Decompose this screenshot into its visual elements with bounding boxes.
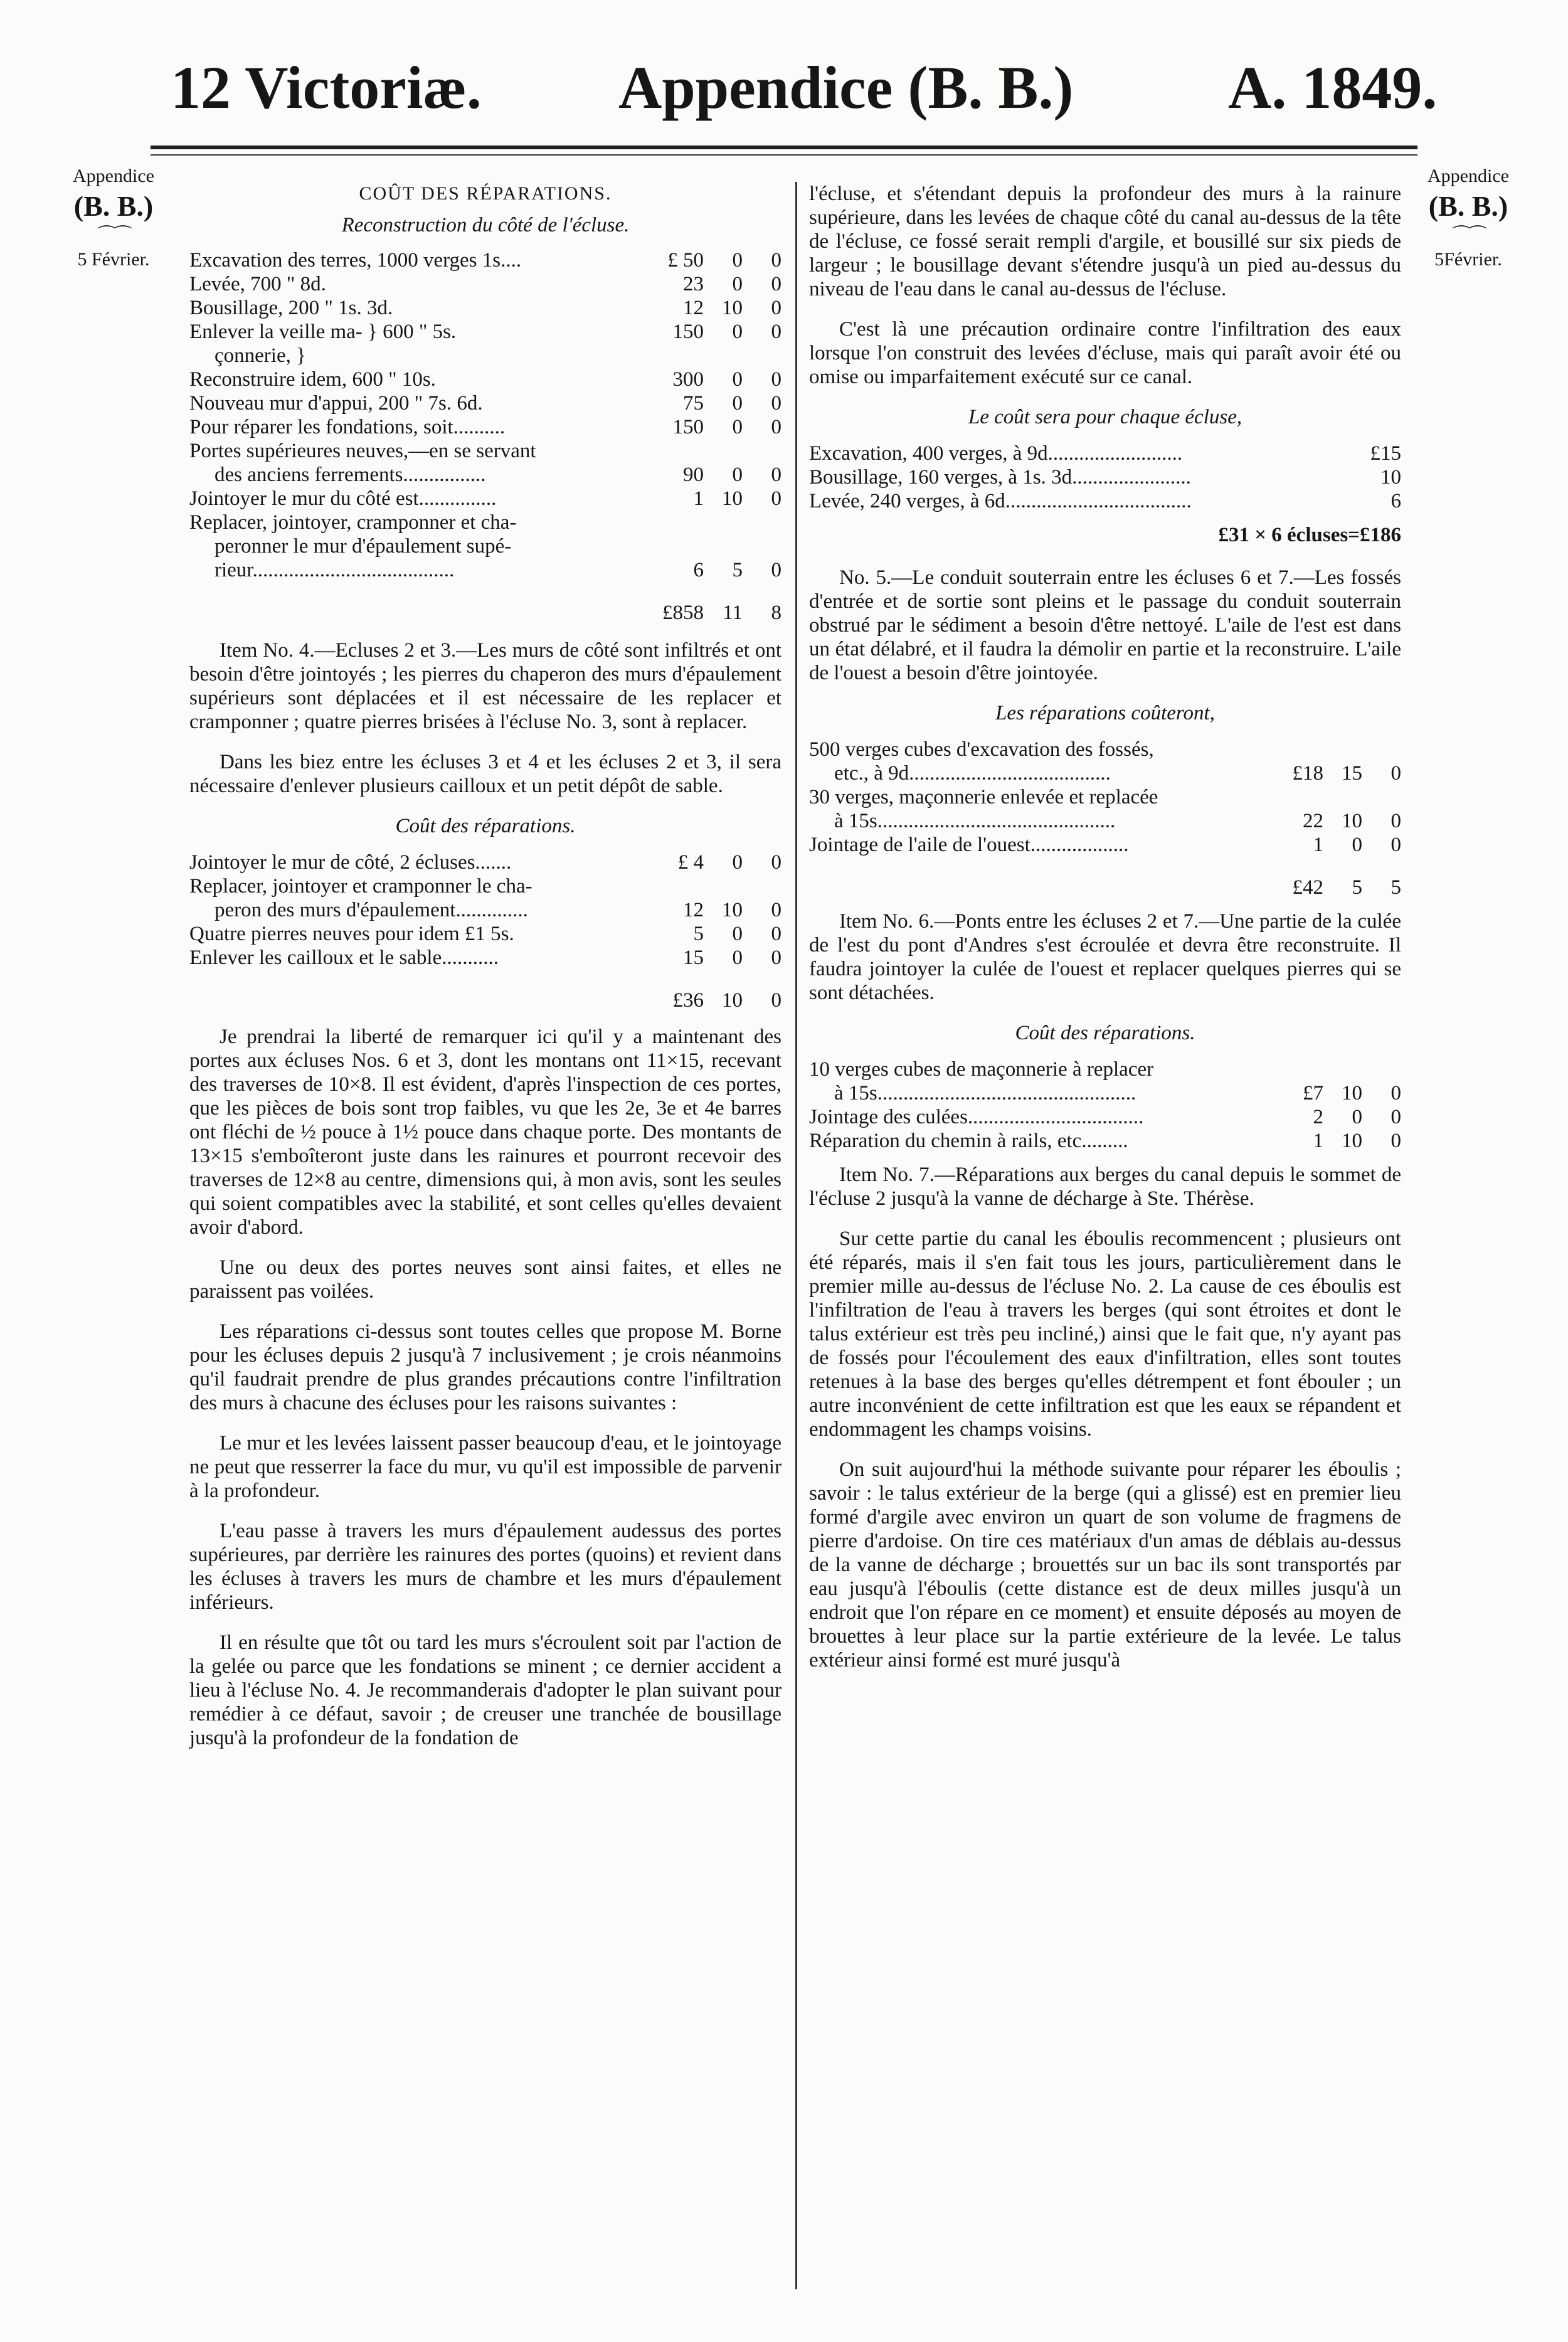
paragraph: Le mur et les levées laissent passer beaucoup d'eau, et le jointoyage ne peut que resserrer la face du mur, vu qu'il est impossible de parvenir à la profondeur. xyxy=(189,1432,781,1502)
row-amount-c1: 12 xyxy=(683,297,704,319)
row-label: Nouveau mur d'appui, 200 " 7s. 6d. xyxy=(189,392,483,415)
row-amount-c2: 0 xyxy=(732,321,743,343)
table-row xyxy=(809,1081,1401,1105)
row-amount-c3 xyxy=(743,534,781,558)
total-pounds: £858 xyxy=(662,601,704,624)
row-amount-c3: 0 xyxy=(771,273,781,295)
row-amount-c2 xyxy=(1323,785,1362,809)
table-row xyxy=(809,489,1401,513)
row-label: Bousillage, 160 verges, à 1s. 3d....................... xyxy=(809,466,1191,489)
row-amount-c2: 0 xyxy=(732,249,743,272)
paragraph: L'eau passe à travers les murs d'épaulement audessus des portes supérieures, par derrière les rainures des portes (quoins) et revient dans les écluses à travers les murs de chambre et les murs d'épaulement inférieurs. xyxy=(189,1520,781,1614)
row-amount-c2: 0 xyxy=(732,392,743,415)
row-amount-c2: 0 xyxy=(732,464,743,486)
row-label: çonnerie, } xyxy=(215,344,306,367)
total-shillings: 10 xyxy=(722,989,743,1012)
section-subtitle: Les réparations coûteront, xyxy=(995,702,1215,724)
row-label: Enlever la veille ma- } 600 " 5s. xyxy=(189,321,457,343)
row-amount-c1 xyxy=(628,344,704,368)
row-amount-c2: 10 xyxy=(722,487,743,510)
cost-table-per-ecluse xyxy=(809,442,1401,513)
row-amount-c2: 10 xyxy=(722,297,743,319)
row-amount-c1: 75 xyxy=(683,392,704,415)
header-rule-thick xyxy=(151,146,1417,149)
table-row xyxy=(189,874,781,898)
row-amount-c2: 10 xyxy=(1342,810,1362,832)
row-label: 30 verges, maçonnerie enlevée et replacée xyxy=(809,786,1158,808)
row-label: Jointoyer le mur du côté est............... xyxy=(189,487,497,510)
paragraph: C'est là une précaution ordinaire contre l'infiltration des eaux lorsque l'on construit des levées d'écluse, mais qui paraît avoir été ou omise ou imparfaitement exécuté sur ce canal. xyxy=(809,318,1401,388)
paragraph: Dans les biez entre les écluses 3 et 4 et les écluses 2 et 3, il sera nécessaire d'enlever plusieurs cailloux et un petit dépôt de sable. xyxy=(189,751,781,797)
total-shillings: 11 xyxy=(723,601,743,624)
cost-table-conduit xyxy=(809,738,1401,857)
paragraph: l'écluse, et s'étendant depuis la profondeur des murs à la rainure supérieure, dans les levées de chaque côté du canal au-dessus de la tête de l'écluse, ce fossé serait rempli d'argile, et bousillé sur six pieds de largeur ; le bousillage devant s'étendre jusqu'à un pied au-dessus du niveau de l'eau dans le canal au-dessus de l'écluse. xyxy=(809,183,1401,300)
table-row xyxy=(189,248,781,272)
table-row xyxy=(189,898,781,922)
row-amount-c2: 0 xyxy=(732,416,743,438)
table-row xyxy=(809,738,1401,761)
table-row xyxy=(189,534,781,558)
total-row xyxy=(809,866,1401,899)
row-label: 10 verges cubes de maçonnerie à replacer xyxy=(809,1058,1154,1081)
margin-appendice-label: Appendice xyxy=(73,166,154,186)
section-subtitle: Reconstruction du côté de l'écluse. xyxy=(341,214,630,236)
row-label: Excavation des terres, 1000 verges 1s.... xyxy=(189,249,522,272)
row-amount-c1: 22 xyxy=(1303,810,1323,832)
row-amount-c1: 90 xyxy=(683,464,704,486)
row-amount-c3: 0 xyxy=(1391,1130,1401,1152)
margin-note-right xyxy=(1415,164,1522,271)
row-label: à 15s.................................................. xyxy=(834,1082,1136,1105)
row-label: Jointage des culées.................................. xyxy=(809,1106,1144,1128)
row-label: Bousillage, 200 " 1s. 3d. xyxy=(189,297,393,319)
total-line: £31 × 6 écluses=£186 xyxy=(1218,524,1401,546)
row-amount-c1: £7 xyxy=(1303,1082,1323,1105)
row-amount-c3 xyxy=(743,511,781,534)
row-amount-c3: 0 xyxy=(771,392,781,415)
row-amount-c2: 0 xyxy=(1352,834,1362,856)
row-amount-c3: 0 xyxy=(771,416,781,438)
row-amount-c1: £ 4 xyxy=(677,851,704,874)
cost-table-ecluses-2-3 xyxy=(189,850,781,970)
row-label: Pour réparer les fondations, soit.......... xyxy=(189,416,506,438)
row-amount-c1: 23 xyxy=(683,273,704,295)
total-pence: 5 xyxy=(1391,876,1401,899)
table-row xyxy=(809,1105,1401,1129)
table-row xyxy=(189,463,781,487)
table-row xyxy=(809,761,1401,785)
margin-date: 5 Février. xyxy=(77,248,150,270)
row-amount-c1: 300 xyxy=(672,368,704,391)
table-row xyxy=(189,850,781,874)
table-row xyxy=(189,272,781,296)
total-pounds: £36 xyxy=(672,989,704,1012)
row-label: Enlever les cailloux et le sable........... xyxy=(189,946,499,969)
paragraph: No. 5.—Le conduit souterrain entre les écluses 6 et 7.—Les fossés d'entrée et de sortie sont pleins et le passage du conduit souterrain obstrué par le sédiment a besoin d'être nettoyé. L'aile de l'est est dans un état délabré, et il faudra la démolir en partie et la reconstruire. L'aile de l'ouest a besoin d'être jointoyée. xyxy=(809,566,1401,684)
row-amount-c3: 0 xyxy=(771,946,781,969)
row-amount-c1: £ 50 xyxy=(667,249,704,272)
paragraph: Sur cette partie du canal les éboulis recommencent ; plusieurs ont été réparés, mais il s'en fait tous les jours, particulièrement dans le premier mille au-dessus de l'écluse No. 2. La cause de ces éboulis est l'infiltration de l'eau à travers les berges (qui sont étroites et dont le talus extérieur est très peu incliné,) ainsi que le fait que, n'y ayant pas de fossés pour l'écoulement des eaux d'infiltration, elles sont toutes retenues à la base des berges qu'elles détrempent et font ébouler ; un autre inconvénient de cette infiltration est que les eaux se répandent et endommagent les champs voisins. xyxy=(809,1227,1401,1441)
row-amount-c1: 6 xyxy=(1391,490,1401,512)
table-row xyxy=(809,833,1401,857)
left-column xyxy=(189,182,781,1766)
row-amount-c3: 0 xyxy=(1391,1082,1401,1105)
row-amount-c1 xyxy=(628,439,704,463)
row-amount-c2: 10 xyxy=(1342,1082,1362,1105)
row-amount-c2: 0 xyxy=(732,946,743,969)
row-amount-c3: 0 xyxy=(1391,834,1401,856)
table-row xyxy=(809,442,1401,465)
row-label: des anciens ferrements................ xyxy=(215,464,486,486)
row-amount-c3: 0 xyxy=(1391,762,1401,785)
margin-date: 5Février. xyxy=(1434,248,1502,270)
row-amount-c1: 150 xyxy=(672,321,704,343)
row-label: Jointoyer le mur de côté, 2 écluses....... xyxy=(189,851,512,874)
table-row xyxy=(189,320,781,344)
paragraph: Item No. 7.—Réparations aux berges du canal depuis le sommet de l'écluse 2 jusqu'à la vanne de décharge à Ste. Thérèse. xyxy=(809,1163,1401,1210)
row-amount-c3 xyxy=(743,439,781,463)
row-amount-c3: 0 xyxy=(771,487,781,510)
row-label: Replacer, jointoyer, cramponner et cha- xyxy=(189,511,517,534)
row-label: etc., à 9d....................................... xyxy=(834,762,1111,785)
total-pence: 8 xyxy=(771,601,781,624)
total-shillings: 5 xyxy=(1352,876,1362,899)
row-label: 500 verges cubes d'excavation des fossés, xyxy=(809,738,1154,761)
row-amount-c2: 0 xyxy=(732,273,743,295)
row-amount-c2 xyxy=(1323,738,1362,761)
row-amount-c1: 12 xyxy=(683,899,704,921)
paragraph: Il en résulte que tôt ou tard les murs s'écroulent soit par l'action de la gelée ou parce que les fondations se minent ; ce dernier accident a lieu à l'écluse No. 4. Je recommanderais d'adopter le plan suivant pour remédier à ce défaut, savoir ; de creuser une tranchée de bousillage jusqu'à la profondeur de la fondation de xyxy=(189,1631,781,1749)
margin-code: (B. B.) xyxy=(73,189,154,222)
total-row xyxy=(189,978,781,1012)
row-amount-c3: 0 xyxy=(771,851,781,874)
row-label: Réparation du chemin à rails, etc......... xyxy=(809,1130,1128,1152)
row-amount-c3 xyxy=(1362,785,1401,809)
margin-note-left xyxy=(60,164,167,271)
row-amount-c3: 0 xyxy=(771,923,781,945)
row-amount-c3: 0 xyxy=(1391,1106,1401,1128)
row-amount-c3: 0 xyxy=(771,249,781,272)
row-label: Portes supérieures neuves,—en se servant xyxy=(189,440,536,462)
row-amount-c2 xyxy=(704,534,743,558)
row-label: Excavation, 400 verges, à 9d.......................... xyxy=(809,442,1183,465)
margin-brace: ⌒⌒ xyxy=(1452,225,1485,246)
row-amount-c2: 5 xyxy=(732,559,743,581)
row-amount-c2 xyxy=(704,874,743,898)
row-amount-c3 xyxy=(743,874,781,898)
margin-code: (B. B.) xyxy=(1428,189,1508,222)
row-amount-c2: 15 xyxy=(1342,762,1362,785)
row-amount-c1: 10 xyxy=(1380,466,1401,489)
row-amount-c1: 1 xyxy=(1313,834,1323,856)
row-amount-c1 xyxy=(1248,785,1323,809)
row-amount-c2: 0 xyxy=(732,368,743,391)
row-amount-c3: 0 xyxy=(771,321,781,343)
row-amount-c2 xyxy=(1323,1057,1362,1081)
row-amount-c1: 6 xyxy=(693,559,704,581)
total-row xyxy=(189,591,781,625)
header-rule-thin xyxy=(151,154,1417,156)
paragraph: Item No. 4.—Ecluses 2 et 3.—Les murs de côté sont infiltrés et ont besoin d'être jointoyés ; les pierres du chaperon des murs d'épaulement supérieurs sont déplacées et il est nécessaire de les replacer et cramponner ; quatre pierres brisées à l'écluse No. 3, sont à replacer. xyxy=(189,639,781,733)
row-amount-c1 xyxy=(1248,738,1323,761)
row-amount-c1: 5 xyxy=(693,923,704,945)
table-row xyxy=(189,415,781,439)
row-amount-c3: 0 xyxy=(771,297,781,319)
header-left: 12 Victoriæ. xyxy=(171,54,482,121)
table-row xyxy=(189,368,781,391)
margin-appendice-label: Appendice xyxy=(1428,166,1509,186)
total-pence: 0 xyxy=(771,989,781,1012)
row-label: peron des murs d'épaulement.............. xyxy=(215,899,528,921)
row-amount-c1 xyxy=(628,874,704,898)
section-title: COÛT DES RÉPARATIONS. xyxy=(359,183,612,204)
row-amount-c2: 10 xyxy=(1342,1130,1362,1152)
row-amount-c1: 2 xyxy=(1313,1106,1323,1128)
row-amount-c2: 0 xyxy=(732,851,743,874)
section-subtitle: Coût des réparations. xyxy=(1015,1022,1195,1044)
row-amount-c1: 1 xyxy=(693,487,704,510)
paragraph: Item No. 6.—Ponts entre les écluses 2 et 7.—Une partie de la culée de l'est du pont d'Andres s'est écroulée et devra être reconstruite. Il faudra jointoyer la culée de l'ouest et replacer quelques pierres qui se sont détachées. xyxy=(809,910,1401,1004)
row-label: Replacer, jointoyer et cramponner le cha- xyxy=(189,875,532,898)
table-row xyxy=(189,487,781,511)
paragraph: Je prendrai la liberté de remarquer ici qu'il y a maintenant des portes aux écluses Nos. 6 et 3, dont les montans ont 11×15, recevant des traverses de 10×8. Il est évident, d'après l'inspection de ces portes, que les pièces de bois sont trop faibles, vu que les 2e, 3e et 4e barres ont fléchi de ½ pouce à 1½ pouce dans chaque porte. Des montants de 13×15 s'emboîteront juste dans les rainures et pourront recevoir des traverses de 12×8 au centre, dimensions qui, à mon avis, sont les seules qui soient compatibles avec la stabilité, et sont celles qu'elles devaient avoir d'abord. xyxy=(189,1025,781,1239)
table-row xyxy=(189,296,781,320)
cost-table-ponts xyxy=(809,1057,1401,1153)
row-amount-c3: 0 xyxy=(771,899,781,921)
row-amount-c1: £18 xyxy=(1292,762,1323,785)
table-row xyxy=(809,785,1401,809)
header-center: Appendice (B. B.) xyxy=(618,54,1074,121)
row-amount-c2 xyxy=(704,439,743,463)
row-amount-c3 xyxy=(743,344,781,368)
row-label: Quatre pierres neuves pour idem £1 5s. xyxy=(189,923,514,945)
row-amount-c2 xyxy=(704,511,743,534)
margin-brace: ⌒⌒ xyxy=(97,225,130,246)
section-subtitle: Coût des réparations. xyxy=(395,815,576,837)
row-amount-c2: 0 xyxy=(732,923,743,945)
paragraph: Une ou deux des portes neuves sont ainsi faites, et elles ne paraissent pas voilées. xyxy=(189,1256,781,1303)
row-amount-c1: 15 xyxy=(683,946,704,969)
column-divider xyxy=(795,182,797,2289)
right-column xyxy=(809,182,1401,1688)
paragraph: Les réparations ci-dessus sont toutes celles que propose M. Borne pour les écluses depuis 2 jusqu'à 7 inclusivement ; je crois néanmoins qu'il faudrait prendre de plus grandes précautions contre l'infiltration des murs à chacune des écluses pour les raisons suivantes : xyxy=(189,1320,781,1414)
paragraph: On suit aujourd'hui la méthode suivante pour réparer les éboulis ; savoir : le talus extérieur de la berge (qui a glissé) est en premier lieu formé d'argile avec environ un quart de son volume de fragmens de pierre d'ardoise. On tire ces matériaux d'un amas de déblais au-dessus de la vanne de décharge ; brouettés sur un bac ils sont transportés par eau jusqu'à l'éboulis (cette distance est de deux milles jusqu'à un endroit que l'on répare en ce moment) et ensuite déposés au moyen de brouettes à leur place sur la partie extérieure de la levée. Le talus extérieur ainsi formé est muré jusqu'à xyxy=(809,1458,1401,1672)
row-amount-c1 xyxy=(1248,1057,1323,1081)
row-amount-c1 xyxy=(628,534,704,558)
table-row xyxy=(189,344,781,368)
table-row xyxy=(809,1057,1401,1081)
section-subtitle: Le coût sera pour chaque écluse, xyxy=(968,406,1242,428)
table-row xyxy=(189,922,781,946)
header-right: A. 1849. xyxy=(1228,54,1438,121)
row-amount-c3: 0 xyxy=(771,559,781,581)
row-label: Reconstruire idem, 600 " 10s. xyxy=(189,368,436,391)
row-amount-c3: 0 xyxy=(771,368,781,391)
row-label: Levée, 700 " 8d. xyxy=(189,273,326,295)
row-amount-c2: 0 xyxy=(1352,1106,1362,1128)
row-label: Levée, 240 verges, à 6d.................................... xyxy=(809,490,1192,512)
row-label: Jointage de l'aile de l'ouest................... xyxy=(809,834,1129,856)
row-amount-c3 xyxy=(1362,738,1401,761)
cost-table-reconstruction xyxy=(189,248,781,582)
row-amount-c1 xyxy=(628,511,704,534)
total-pounds: £42 xyxy=(1292,876,1323,899)
row-amount-c2 xyxy=(704,344,743,368)
row-label: peronner le mur d'épaulement supé- xyxy=(215,535,512,558)
table-row xyxy=(189,391,781,415)
table-row xyxy=(809,809,1401,833)
row-amount-c2: 10 xyxy=(722,899,743,921)
table-row xyxy=(809,1129,1401,1153)
table-row xyxy=(189,511,781,534)
table-row xyxy=(189,946,781,970)
row-amount-c1: 150 xyxy=(672,416,704,438)
row-label: à 15s.............................................. xyxy=(834,810,1116,832)
row-amount-c3: 0 xyxy=(771,464,781,486)
row-label: rieur....................................... xyxy=(215,559,455,581)
table-row xyxy=(189,439,781,463)
row-amount-c3: 0 xyxy=(1391,810,1401,832)
table-row xyxy=(809,465,1401,489)
row-amount-c3 xyxy=(1362,1057,1401,1081)
table-row xyxy=(189,558,781,582)
row-amount-c1: £15 xyxy=(1370,442,1401,465)
row-amount-c1: 1 xyxy=(1313,1130,1323,1152)
